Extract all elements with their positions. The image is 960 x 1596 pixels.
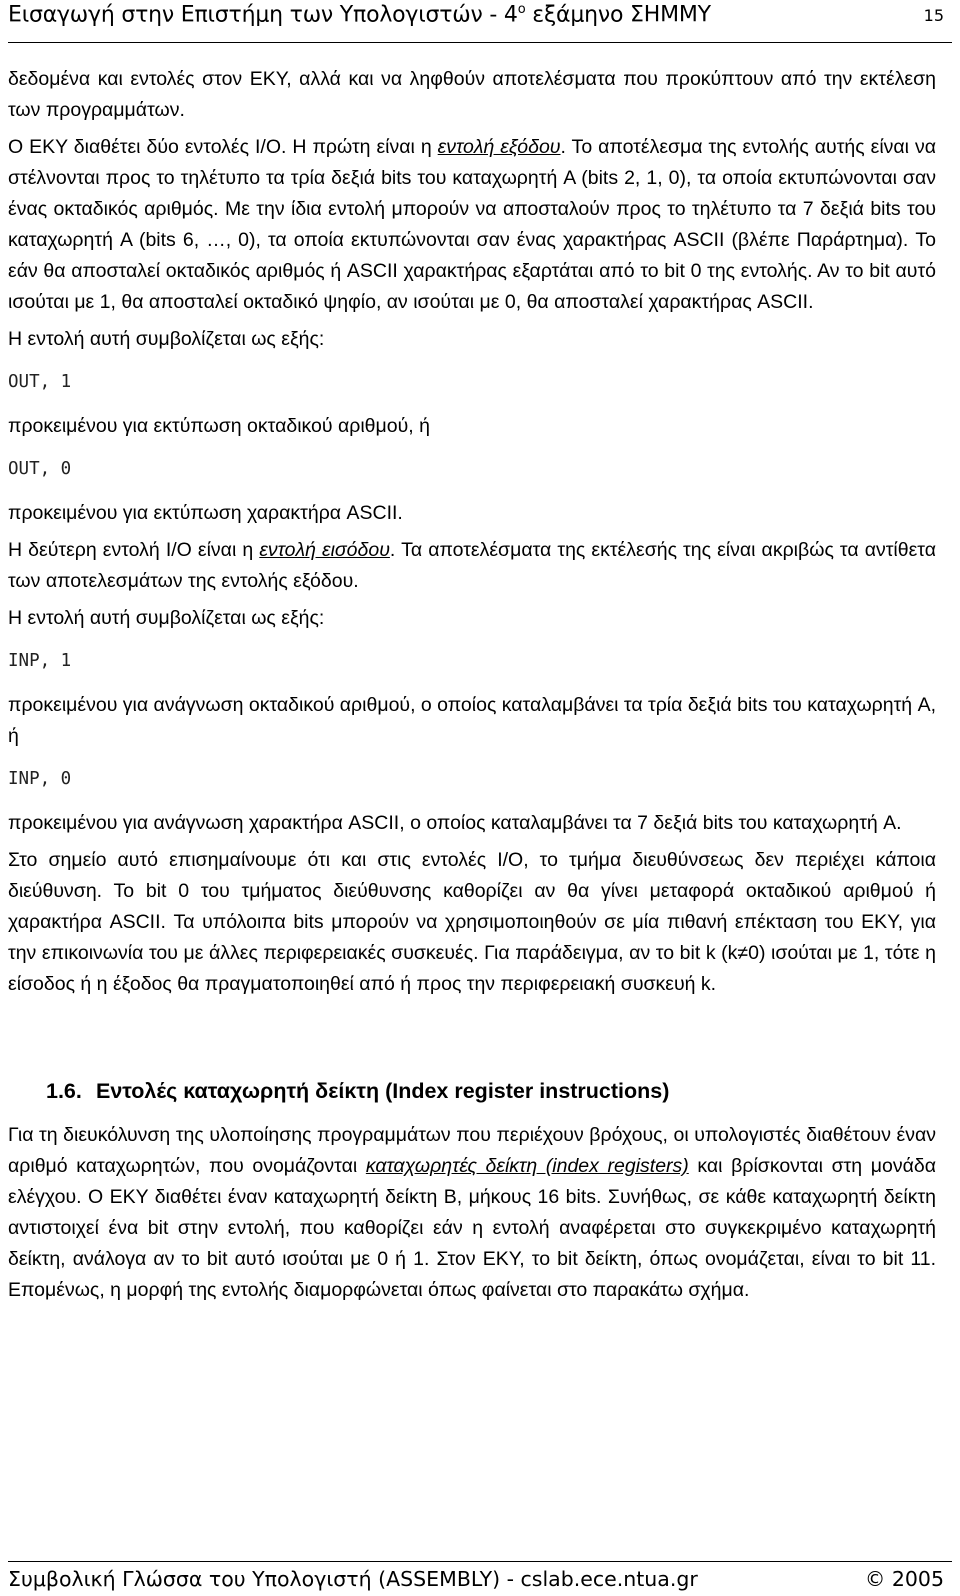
paragraph: Για τη διευκόλυνση της υλοποίησης προγραμμάτων που περιέχουν βρόχους, οι υπολογιστές διαθέτουν έναν αριθμό καταχωρητών, που ονομάζονται καταχωρητές δείκτη (index registers) και βρίσκονται στη μονάδα ελέγχου. Ο ΕΚΥ διαθέτει έναν καταχωρητή δείκτη B, μήκους 16 bits. Συνήθως, σε κάθε καταχωρητή δείκτη αντιστοιχεί ένα bit στην εντολή, που καθορίζει εάν η εντολή αναφέρεται στο συγκεκριμένο καταχωρητή δείκτη, ανάλογα αν το bit αυτό ισούται με 0 ή 1. Στον ΕΚΥ, το bit δείκτη, όπως ονομάζεται, είναι το bit 11. Επομένως, η μορφή της εντολής διαμορφώνεται όπως φαίνεται στο παρακάτω σχήμα. [8, 1124, 937, 1301]
footer-copyright: © 2005 [864, 1567, 944, 1591]
paragraph: προκειμένου για ανάγνωση οκταδικού αριθμού, ο οποίος καταλαμβάνει τα τρία δεξιά bits του καταχωρητή A, ή [8, 694, 936, 747]
term-index-registers: καταχωρητές δείκτη (index registers) [365, 1155, 689, 1177]
section-title: Εντολές καταχωρητή δείκτη (Index register instructions) [96, 1079, 670, 1103]
page-footer [8, 1561, 952, 1596]
paragraph: Ο ΕΚΥ διαθέτει δύο εντολές I/O. Η πρώτη είναι η εντολή εξόδου. Το αποτέλεσμα της εντολής αυτής είναι να στέλνονται προς το τηλέτυπο τα τρία δεξιά bits του καταχωρητή A (bits 2, 1, 0), τα οποία εκτυπώνονται σαν ένας οκταδικός αριθμός. Με την ίδια εντολή μπορούν να αποσταλούν προς το τηλέτυπο τα 7 δεξιά bits του καταχωρητή A (bits 6, …, 0), τα οποία εκτυπώνονται σαν ένας χαρακτήρας ASCII (βλέπε Παράρτημα). Το εάν θα αποσταλεί οκταδικός αριθμός ή ASCII χαρακτήρας εξαρτάται από το bit 0 της εντολής. Αν το bit αυτό ισούται με 1, θα αποσταλεί οκταδικό ψηφίο, αν ισούται με 0, θα αποσταλεί χαρακτήρας ASCII. [8, 136, 937, 313]
page-number: 15 [923, 6, 944, 25]
paragraph: προκειμένου για εκτύπωση χαρακτήρα ASCII. [8, 502, 403, 524]
paragraph: προκειμένου για ανάγνωση χαρακτήρα ASCII, ο οποίος καταλαμβάνει τα 7 δεξιά bits του καταχωρητή A. [8, 812, 902, 834]
paragraph: Η εντολή αυτή συμβολίζεται ως εξής: [8, 607, 325, 629]
section-number: 1.6. [46, 1079, 82, 1103]
term-output-instruction: εντολή εξόδου [437, 136, 561, 158]
page-header [8, 0, 952, 43]
paragraph: δεδομένα και εντολές στον ΕΚΥ, αλλά και να ληφθούν αποτελέσματα που προκύπτουν από την εκτέλεση των προγραμμάτων. [8, 68, 936, 121]
paragraph: προκειμένου για εκτύπωση οκταδικού αριθμού, ή [8, 415, 430, 437]
code-line: OUT, 1 [8, 372, 72, 392]
paragraph: Η εντολή αυτή συμβολίζεται ως εξής: [8, 328, 325, 350]
code-line: OUT, 0 [8, 459, 72, 479]
code-line: INP, 1 [8, 651, 72, 671]
header-title: Εισαγωγή στην Επιστήμη των Υπολογιστών - $4^o$ εξάμηνο ΣΗΜΜΥ [8, 2, 711, 28]
paragraph: Στο σημείο αυτό επισημαίνουμε ότι και στις εντολές I/O, το τμήμα διευθύνσεως δεν περιέχει κάποια διεύθυνση. Το bit 0 του τμήματος διεύθυνσης καθορίζει αν θα γίνει μεταφορά οκταδικού αριθμού ή χαρακτήρα ASCII. Τα υπόλοιπα bits μπορούν να χρησιμοποιηθούν σε μία πιθανή επέκταση του ΕΚΥ, για την επικοινωνία του με άλλες περιφερειακές συσκευές. Για παράδειγμα, αν το bit k (k≠0) ισούται με 1, τότε η είσοδος ή η έξοδος θα πραγματοποιηθεί από ή προς την περιφερειακή συσκευή k. [8, 849, 936, 995]
section-heading [46, 1076, 936, 1106]
code-line: INP, 0 [8, 769, 72, 789]
footer-title: Συμβολική Γλώσσα του Υπολογιστή (ASSEMBLY) - cslab.ece.ntua.gr [8, 1567, 698, 1591]
document-body [8, 64, 936, 1312]
term-input-instruction: εντολή εισόδου [259, 539, 390, 561]
paragraph: Η δεύτερη εντολή I/O είναι η εντολή εισόδου. Τα αποτελέσματα της εκτέλεσής της είναι ακριβώς τα αντίθετα των αποτελεσμάτων της εντολής εξόδου. [8, 539, 937, 592]
